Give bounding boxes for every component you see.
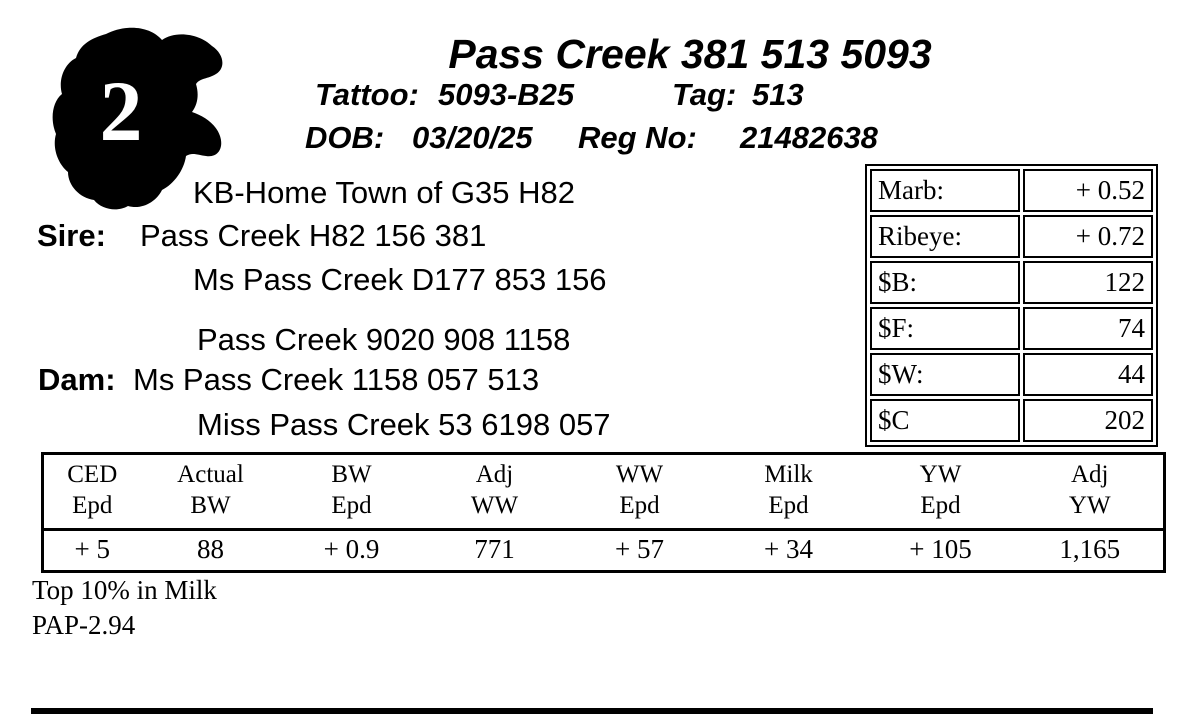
epd-header-line: WW bbox=[615, 461, 664, 488]
value-index-label: Ribeye: bbox=[870, 215, 1020, 258]
epd-header-line: Adj bbox=[1071, 461, 1109, 488]
epd-header bbox=[865, 454, 1017, 530]
epd-header-line: Adj bbox=[475, 461, 514, 488]
dam-label: Dam: bbox=[38, 362, 116, 397]
value-index-table bbox=[865, 164, 1158, 447]
dam-name: Ms Pass Creek 1158 057 513 bbox=[133, 362, 540, 397]
reg-no-value: 21482638 bbox=[740, 120, 878, 155]
page-title: Pass Creek 381 513 5093 bbox=[448, 31, 932, 77]
tag-value: 513 bbox=[752, 77, 804, 112]
epd-value: + 0.9 bbox=[323, 533, 380, 564]
epd-value-row bbox=[43, 529, 1165, 571]
value-index-label: $W: bbox=[870, 353, 1020, 396]
epd-header-line: BW bbox=[331, 461, 372, 488]
value-index-label: Marb: bbox=[870, 169, 1020, 212]
epd-header-line: YW bbox=[1068, 492, 1111, 520]
value-index-value: + 0.52 bbox=[1023, 169, 1153, 212]
value-index-value: 44 bbox=[1023, 353, 1153, 396]
epd-value: 1,165 bbox=[1059, 533, 1121, 564]
bottom-divider-rule bbox=[31, 708, 1153, 714]
epd-value: + 5 bbox=[74, 533, 110, 564]
tag-label: Tag: bbox=[672, 77, 737, 112]
dam-dam: Miss Pass Creek 53 6198 057 bbox=[197, 407, 611, 442]
sire-name: Pass Creek H82 156 381 bbox=[140, 218, 487, 253]
epd-header-line: Epd bbox=[72, 492, 113, 520]
dam-sire: Pass Creek 9020 908 1158 bbox=[197, 322, 571, 357]
value-index-value: 74 bbox=[1023, 307, 1153, 350]
sire-label: Sire: bbox=[37, 218, 106, 253]
epd-value: + 34 bbox=[764, 533, 813, 564]
value-index-label: $C bbox=[870, 399, 1020, 442]
epd-header-line: WW bbox=[470, 492, 519, 520]
reg-no-label: Reg No: bbox=[578, 120, 697, 155]
epd-header bbox=[43, 454, 141, 530]
epd-header bbox=[567, 454, 713, 530]
epd-header-line: CED bbox=[67, 461, 118, 488]
epd-header-line: Epd bbox=[920, 492, 961, 520]
footnote-milk: Top 10% in Milk bbox=[32, 575, 217, 605]
epd-header bbox=[1017, 454, 1165, 530]
epd-header-line: Epd bbox=[768, 492, 809, 520]
tattoo-label: Tattoo: bbox=[315, 77, 419, 112]
value-index-row bbox=[870, 307, 1153, 350]
epd-value: + 57 bbox=[615, 533, 664, 564]
epd-stats-table bbox=[41, 452, 1166, 573]
epd-header bbox=[281, 454, 423, 530]
footnote-pap: PAP-2.94 bbox=[32, 610, 136, 640]
epd-header-row bbox=[43, 454, 1165, 530]
epd-header bbox=[713, 454, 865, 530]
value-index-row bbox=[870, 169, 1153, 212]
epd-header-line: Actual bbox=[177, 461, 244, 488]
epd-header-line: Epd bbox=[331, 492, 372, 520]
sire-sire: KB-Home Town of G35 H82 bbox=[193, 175, 575, 210]
value-index-row bbox=[870, 399, 1153, 442]
dob-label: DOB: bbox=[305, 120, 385, 155]
epd-value: 771 bbox=[474, 533, 515, 564]
epd-header-line: YW bbox=[919, 461, 962, 488]
epd-value: 88 bbox=[197, 533, 224, 564]
value-index-label: $B: bbox=[870, 261, 1020, 304]
lot-number: 2 bbox=[99, 63, 143, 159]
epd-header bbox=[423, 454, 567, 530]
sire-dam: Ms Pass Creek D177 853 156 bbox=[193, 262, 607, 297]
value-index-row bbox=[870, 353, 1153, 396]
value-index-value: + 0.72 bbox=[1023, 215, 1153, 258]
value-index-value: 202 bbox=[1023, 399, 1153, 442]
value-index-row bbox=[870, 215, 1153, 258]
value-index-value: 122 bbox=[1023, 261, 1153, 304]
value-index-row bbox=[870, 261, 1153, 304]
dob-value: 03/20/25 bbox=[412, 120, 533, 155]
epd-header-line: Epd bbox=[619, 492, 660, 520]
epd-header-line: Milk bbox=[764, 461, 813, 488]
epd-value: + 105 bbox=[909, 533, 972, 564]
epd-header bbox=[141, 454, 281, 530]
value-index-label: $F: bbox=[870, 307, 1020, 350]
epd-header-line: BW bbox=[190, 492, 231, 520]
tattoo-value: 5093-B25 bbox=[438, 77, 575, 112]
